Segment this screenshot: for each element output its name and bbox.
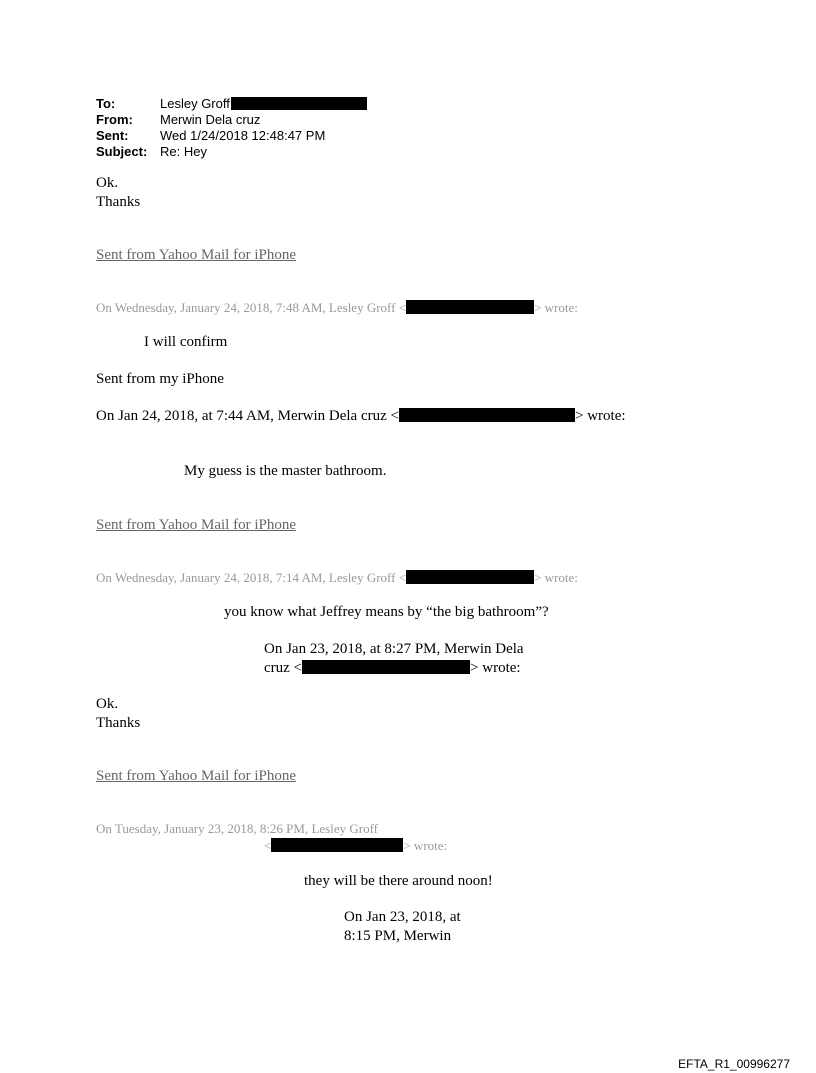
sent-label: Sent: — [96, 128, 129, 143]
redaction-box — [406, 300, 534, 314]
quote-attribution: 8:15 PM, Merwin — [344, 928, 452, 944]
document-id: EFTA_R1_00996277 — [678, 1057, 790, 1071]
to-label: To: — [96, 96, 116, 111]
iphone-signature: Sent from my iPhone — [96, 371, 224, 387]
message-body-line: Ok. — [96, 175, 119, 191]
quote-attribution: cruz < > wrote: — [264, 660, 521, 676]
redaction-box — [399, 408, 575, 422]
email-header — [96, 96, 496, 162]
message-body-line: Thanks — [96, 715, 141, 731]
quote-text: I will confirm — [144, 334, 228, 350]
message-body-line: Ok. — [96, 696, 119, 712]
quote-attribution: On Jan 24, 2018, at 7:44 AM, Merwin Dela cruz < > wrote: — [96, 408, 626, 424]
yahoo-mail-link[interactable]: Sent from Yahoo Mail for iPhone — [96, 517, 296, 533]
from-label: From: — [96, 112, 133, 127]
redaction-box — [231, 97, 367, 110]
quote-attribution: On Wednesday, January 24, 2018, 7:48 AM, Lesley Groff < > wrote: — [96, 300, 578, 315]
message-body-line: Thanks — [96, 194, 141, 210]
subject-value: Re: Hey — [160, 144, 207, 159]
quote-attribution: On Tuesday, January 23, 2018, 8:26 PM, Lesley Groff — [96, 821, 379, 836]
from-value: Merwin Dela cruz — [160, 112, 261, 127]
yahoo-mail-link[interactable]: Sent from Yahoo Mail for iPhone — [96, 768, 296, 784]
sent-value: Wed 1/24/2018 12:48:47 PM — [160, 128, 326, 143]
quote-text: they will be there around noon! — [304, 873, 493, 889]
quote-attribution: On Wednesday, January 24, 2018, 7:14 AM, Lesley Groff < > wrote: — [96, 570, 578, 585]
quote-attribution: On Jan 23, 2018, at — [344, 909, 461, 925]
quote-text: you know what Jeffrey means by “the big bathroom”? — [224, 604, 549, 620]
subject-label: Subject: — [96, 144, 148, 159]
redaction-box — [271, 838, 403, 852]
quote-attribution: On Jan 23, 2018, at 8:27 PM, Merwin Dela — [264, 641, 524, 657]
yahoo-mail-link[interactable]: Sent from Yahoo Mail for iPhone — [96, 247, 296, 263]
quote-text: My guess is the master bathroom. — [184, 463, 387, 479]
quote-attribution: < > wrote: — [264, 838, 448, 853]
to-value: Lesley Groff — [160, 96, 367, 112]
redaction-box — [302, 660, 470, 674]
redaction-box — [406, 570, 534, 584]
